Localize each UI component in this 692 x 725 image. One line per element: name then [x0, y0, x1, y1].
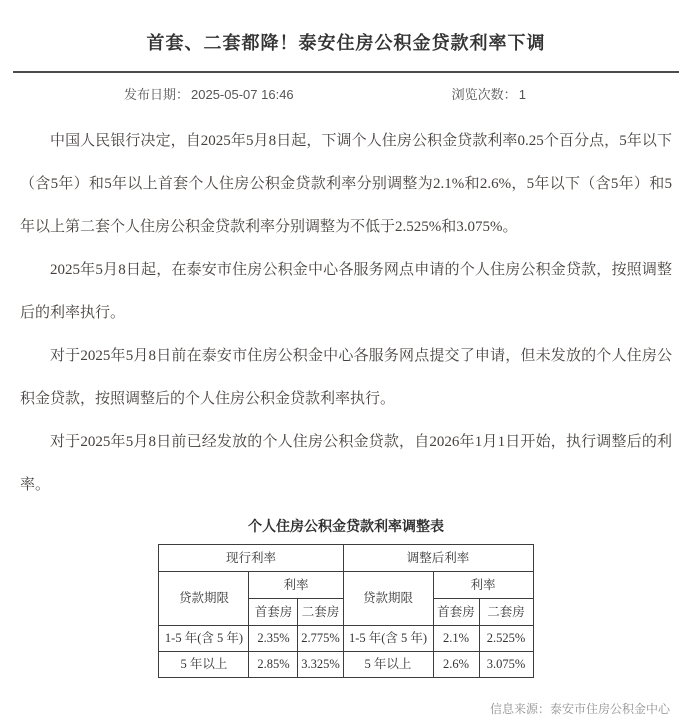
rates-table-title: 个人住房公积金贷款利率调整表 — [248, 520, 444, 535]
current-term-header: 贷款期限 — [159, 572, 249, 626]
adjusted-term-header: 贷款期限 — [343, 572, 433, 626]
term-cell: 5 年以上 — [343, 652, 433, 678]
publish-date-label: 发布日期： — [124, 87, 190, 102]
rate-cell: 2.775% — [298, 626, 343, 652]
current-rate-header: 现行利率 — [159, 545, 343, 572]
adjusted-rate-header: 调整后利率 — [343, 545, 533, 572]
rate-cell: 3.325% — [298, 652, 343, 678]
publish-date-value: 2025-05-07 16:46 — [191, 87, 294, 102]
rate-cell: 2.85% — [249, 652, 298, 678]
current-rate-group-header: 利率 — [249, 572, 343, 599]
view-count-label: 浏览次数： — [451, 87, 517, 102]
rates-table — [158, 544, 533, 678]
rate-cell: 2.6% — [433, 652, 479, 678]
article-paragraph: 中国人民银行决定，自2025年5月8日起，下调个人住房公积金贷款利率0.25个百分点，5年以下（含5年）和5年以上首套个人住房公积金贷款利率分别调整为2.1%和2.6%，5年以下（含5年）和5年以上第二套个人住房公积金贷款利率分别调整为不低于2.525%和3.075%。 — [20, 133, 672, 235]
adjusted-first-home-header: 首套房 — [433, 599, 479, 626]
article-paragraph: 对于2025年5月8日前已经发放的个人住房公积金贷款，自2026年1月1日开始，执行调整后的利率。 — [20, 434, 672, 493]
rate-cell: 3.075% — [479, 652, 533, 678]
page-title: 首套、二套都降！泰安住房公积金贷款利率下调 — [146, 33, 546, 53]
rate-cell: 2.525% — [479, 626, 533, 652]
rate-cell: 2.1% — [433, 626, 479, 652]
table-row — [159, 652, 533, 678]
article-paragraph: 2025年5月8日起，在泰安市住房公积金中心各服务网点申请的个人住房公积金贷款，按照调整后的利率执行。 — [20, 262, 672, 321]
view-count-value: 1 — [518, 87, 526, 102]
current-second-home-header: 二套房 — [298, 599, 343, 626]
article-meta — [0, 84, 692, 103]
term-cell: 1-5 年(含 5 年) — [343, 626, 433, 652]
adjusted-second-home-header: 二套房 — [479, 599, 533, 626]
table-row — [159, 572, 533, 599]
term-cell: 5 年以上 — [159, 652, 249, 678]
info-source: 信息来源：泰安市住房公积金中心 — [489, 702, 670, 716]
article-body — [20, 120, 672, 507]
table-row — [159, 626, 533, 652]
table-row — [159, 545, 533, 572]
adjusted-rate-group-header: 利率 — [433, 572, 533, 599]
article-paragraph: 对于2025年5月8日前在泰安市住房公积金中心各服务网点提交了申请，但未发放的个人住房公积金贷款，按照调整后的个人住房公积金贷款利率执行。 — [20, 348, 672, 407]
term-cell: 1-5 年(含 5 年) — [159, 626, 249, 652]
current-first-home-header: 首套房 — [249, 599, 298, 626]
publish-date — [0, 84, 294, 103]
rate-cell: 2.35% — [249, 626, 298, 652]
view-count — [452, 84, 526, 103]
title-divider — [13, 71, 679, 73]
